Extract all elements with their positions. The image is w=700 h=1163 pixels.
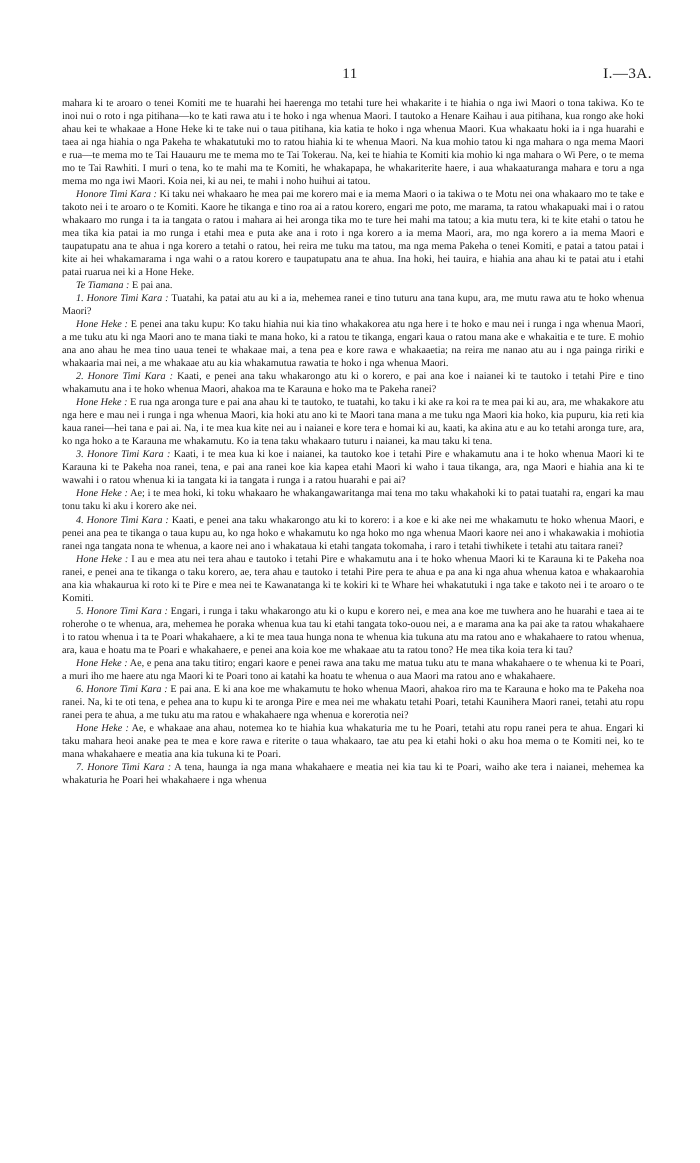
paragraph-text: Ae, e pena ana taku titiro; engari kaore e penei rawa ana taku me matua tuku atu te mana whakahaere o te whenua ki te Poari, a muri iho me haere atu nga Maori ki te Poari tono ai katahi ka hoatu te whenua o aua Maori ma ratou ano e whakahaere.: [62, 657, 645, 682]
paragraph: [62, 657, 644, 683]
paragraph: [62, 683, 644, 722]
paragraph-text: Tuatahi, ka patai atu au ki a ia, mehemea ranei e tino tuturu ana tana kupu, ara, me mutu rawa atu te hoko whenua Maori?: [62, 293, 644, 318]
speaker-label: 3. Honore Timi Kara :: [76, 449, 171, 461]
paragraph: [62, 605, 644, 657]
paragraph: [62, 448, 644, 487]
paragraph-text: Ki taku nei whakaaro he mea pai me korero mai e ia mema Maori o ia takiwa o te Motu nei ona whakaaro mo te take e takoto nei i te aroaro o te Komiti. Kaore he tikanga e tino roa ai a ratou korero, engari me poto, me marama, ta ratou whakapuaki mai i o ratou whakaaro mo runga i ta ia tangata o ratou i mahara ai hei aronga tika mo te ture hei mahi ma tatou; a kia mutu tera, ki te kite etahi o tatou he mea tika kia patai ia mo runga i etahi mea e puta ake ana i roto i nga korero a ia mema Maori, ara, mo nga korero a ia mema Maori e taupatupatu ana te ahua i nga korero a tetahi o ratou, hei reira me tuku ma tatou, ma nga mema Pakeha o tenei Komiti, e patai a tatou patai i kite ai hei whakamarama i nga wahi o a ratou korero e taupatupatu ana te ahua. Ina hoki, hei tauira, e hiahia ana ahau ki te patai atu i etahi patai ruarua nei ki a Hone Heke.: [62, 189, 644, 279]
paragraph: [62, 722, 644, 761]
paragraph-text: E rua nga aronga ture e pai ana ahau ki te tautoko, te tuatahi, ko taku i ki ake ra koi ra te mea pai ki au, ara, me whakakore atu nga here e mau nei i runga i nga whenua Maori, kia hoki atu ano ki te Maori tana mana a me tuku nga Maori kia hoko, kia pupuru, kia reti kia kaua ranei—hei tana e pai ai. Na, i te mea kua kite nei au i naianei e kore tera e homai ki au, kaati, ka akina atu e au ko tetahi aronga ture, ara, ko nga hoko a te Karauna me whakamutu. Ko ia tena taku whakaaro tuturu i naianei, ka mau taku ki tena.: [62, 397, 644, 448]
document-body: [62, 97, 644, 787]
paragraph-text: E penei ana taku kupu: Ko taku hiahia nui kia tino whakakorea atu nga here i te hoko e mau nei i runga i nga whenua Maori, a me tuku atu ki nga Maori ano te mana tiaki te mana hoko, ki a ratou te tikanga, engari kaua o ratou mana ake e whakaitia e te ture. E mohio ana ano ahau he mea tino uaua tenei te whakaae mai, a tena pea e kore rawa e whakaaetia; na reira me nanao atu au i nga painga ririki e whakaaria mai nei, a me whakaae atu au kia whakamutua rawatia te hoko i nga whenua Maori.: [62, 319, 645, 370]
paragraph: [62, 97, 644, 188]
paragraph-text: Ae; i te mea hoki, ki toku whakaaro he whakangawaritanga mai tena mo taku whakahoki ki to patai tuatahi ra, engari ka mau tonu taku ki aku i korero ake nei.: [62, 488, 644, 513]
paragraph-text: Kaati, e penei ana taku whakarongo atu ki o korero, e pai ana koe i naianei ki te tautoko i tetahi Pire e tino whakamutu ana i te hoko whenua Maori, ahakoa ma te Karauna e hoko ma te Pakeha ranei?: [62, 371, 645, 396]
paragraph: [62, 279, 644, 292]
speaker-label: Hone Heke :: [76, 722, 129, 734]
speaker-label: Hone Heke :: [76, 397, 128, 409]
paragraph: [62, 370, 644, 396]
paragraph: [62, 761, 644, 787]
paragraph-text: Kaati, e penei ana taku whakarongo atu ki to korero: i a koe e ki ake nei me whakamutu te hoko whenua Maori, e penei ana pea te tikanga o taua kupu au, ko nga hoko e whakamutu ko nga hoko mo nga whenua Maori kaore nei ano i whakawakia i mohiotia ranei nga tangata nona te whenua, a kaore nei ano i whakataua ki etahi tangata tokomaha, i raro i tetahi tiwhikete i tetahi atu taitara ranei?: [62, 514, 644, 552]
document-reference: I.—3A.: [603, 66, 652, 82]
speaker-label: 6. Honore Timi Kara :: [76, 683, 168, 695]
speaker-label: Hone Heke :: [76, 488, 128, 500]
paragraph: [62, 318, 644, 370]
speaker-label: Hone Heke :: [76, 657, 128, 669]
paragraph-text: Engari, i runga i taku whakarongo atu ki o kupu e korero nei, e mea ana koe me tuwhera ano he huarahi e taea ai te roherohe o te whenua, ara, mehemea he poraka whenua kua tau ki etahi tangata toko-ouou nei, a e marama ana ka pai ake ta ratou whakahaere i to ratou whenua i ta te Poari whakahaere, a ki te mea taua hunga nona te whenua kia tukuna atu ma ratou ano e whakahaere to ratou whenua, ara, kaua e hoatu ma te Poari e whakahaere, e penei ana koia koe me whakaae atu ta ratou tono? He mea tika koia tera ki tau?: [62, 605, 645, 656]
speaker-label: 2. Honore Timi Kara :: [76, 371, 174, 383]
speaker-label: Hone Heke :: [76, 553, 129, 565]
speaker-label: 5. Honore Timi Kara :: [76, 605, 168, 617]
paragraph: [62, 188, 644, 279]
paragraph-text: I au e mea atu nei tera ahau e tautoko i tetahi Pire e whakamutu ana i te hoko whenua Maori ki te Karauna ki te Pakeha noa ranei, e penei ana te tikanga o taku korero, ae, tera ahau e tautoko i tetahi Pire pera te ahua e pa ana ki nga ahua whenua katoa e whakaarohia ana kia whakaurua ki roto ki te Pire e mea nei te Kawanatanga ki te kokiri ki te Whare hei whakatutuki i nga take e takoto nei i te aroaro o te Komiti.: [62, 553, 644, 604]
speaker-label: 4. Honore Timi Kara :: [76, 514, 169, 526]
paragraph: [62, 292, 644, 318]
speaker-label: 7. Honore Timi Kara :: [76, 761, 172, 773]
speaker-label: Honore Timi Kara :: [76, 189, 157, 201]
paragraph-text: Kaati, i te mea kua ki koe i naianei, ka tautoko koe i tetahi Pire e whakamutu ana i te hoko whenua Maori ki te Karauna ki te Pakeha noa ranei, tena, e pai ana ranei koe kia kapea etahi Maori ki waho i taua tikanga, ara, nga Maori e hiahia ana ki te wawahi i o ratou whenua ki ia tangata ki ia tangata i runga i a ratou huarahi e pai ai?: [62, 449, 645, 487]
paragraph-text: Ae, e whakaae ana ahau, notemea ko te hiahia kua whakaturia me tu he Poari, tetahi atu ropu ranei pera te ahua. Engari ki taku mahara heoi anake pea te mea e kore rawa e riterite o taua whakaaro, tae atu pea ki etahi hoki o aku hoa mema o te Komiti nei, ko te mana whakahaere e meatia ana kia tukuna ki te Poari.: [62, 722, 644, 760]
page-number: 11: [342, 66, 358, 82]
paragraph-text: A tena, haunga ia nga mana whakahaere e meatia nei kia tau ki te Poari, waiho ake tera i naianei, mehemea ka whakaturia he Poari hei whakahaere i nga whenua: [62, 761, 645, 786]
paragraph: [62, 396, 644, 448]
speaker-label: 1. Honore Timi Kara :: [76, 293, 169, 305]
speaker-label: Hone Heke :: [76, 319, 128, 331]
paragraph-text: mahara ki te aroaro o tenei Komiti me te huarahi hei haerenga mo tetahi ture hei whakarite i te hiahia o nga iwi Maori o tona takiwa. Ko te inoi nui o roto i nga pitihana—ko te kati rawa atu i te hoko i nga whenua Maori. I tautoko a Henare Kaihau i aua pitihana, kua rongo ake hoki ahau kei te whakaae a Hone Heke ki te take nui o taua pitihana, kia katia te hoko i nga whenua Maori. Kua whakaatu hoki ia i nga huarahi e taea ai nga hiahia o nga Pakeha te whakatutuki mo to ratou hiahia ki te whenua Maori. Na kua mohio tatou ki nga mahara o nga mema Maori e rua—te mema mo te Tai Hauauru me te mema mo te Tai Tokerau. Na, kei te hiahia te Komiti kia mohio ki nga mahara o Wi Pere, o te mema mo te Tai Rawhiti. I muri o tena, ko te mahi ma te Komiti, he whakapapa, he whakariterite haere, i aua whakaaturanga mahara e toru a nga mema mo nga iwi Maori. Koia nei, ki au nei, te mahi i noho huihui ai tatou.: [62, 98, 644, 188]
speaker-label: Te Tiamana :: [76, 280, 130, 292]
paragraph: [62, 553, 644, 605]
paragraph: [62, 514, 644, 553]
paragraph-text: E pai ana.: [131, 280, 173, 292]
paragraph: [62, 487, 644, 513]
paragraph-text: E pai ana. E ki ana koe me whakamutu te hoko whenua Maori, ahakoa riro ma te Karauna e hoko ma te Pakeha noa ranei. Na, ki te oti tena, e pehea ana to kupu ki te aronga Pire e mea nei me whakatu tetahi Poari, tetahi Kaunihera Maori ranei, tetahi atu ropu ranei pera te ahua, a me tuku atu ma ratou e whakahaere nga whenua e korerotia nei?: [62, 683, 645, 721]
